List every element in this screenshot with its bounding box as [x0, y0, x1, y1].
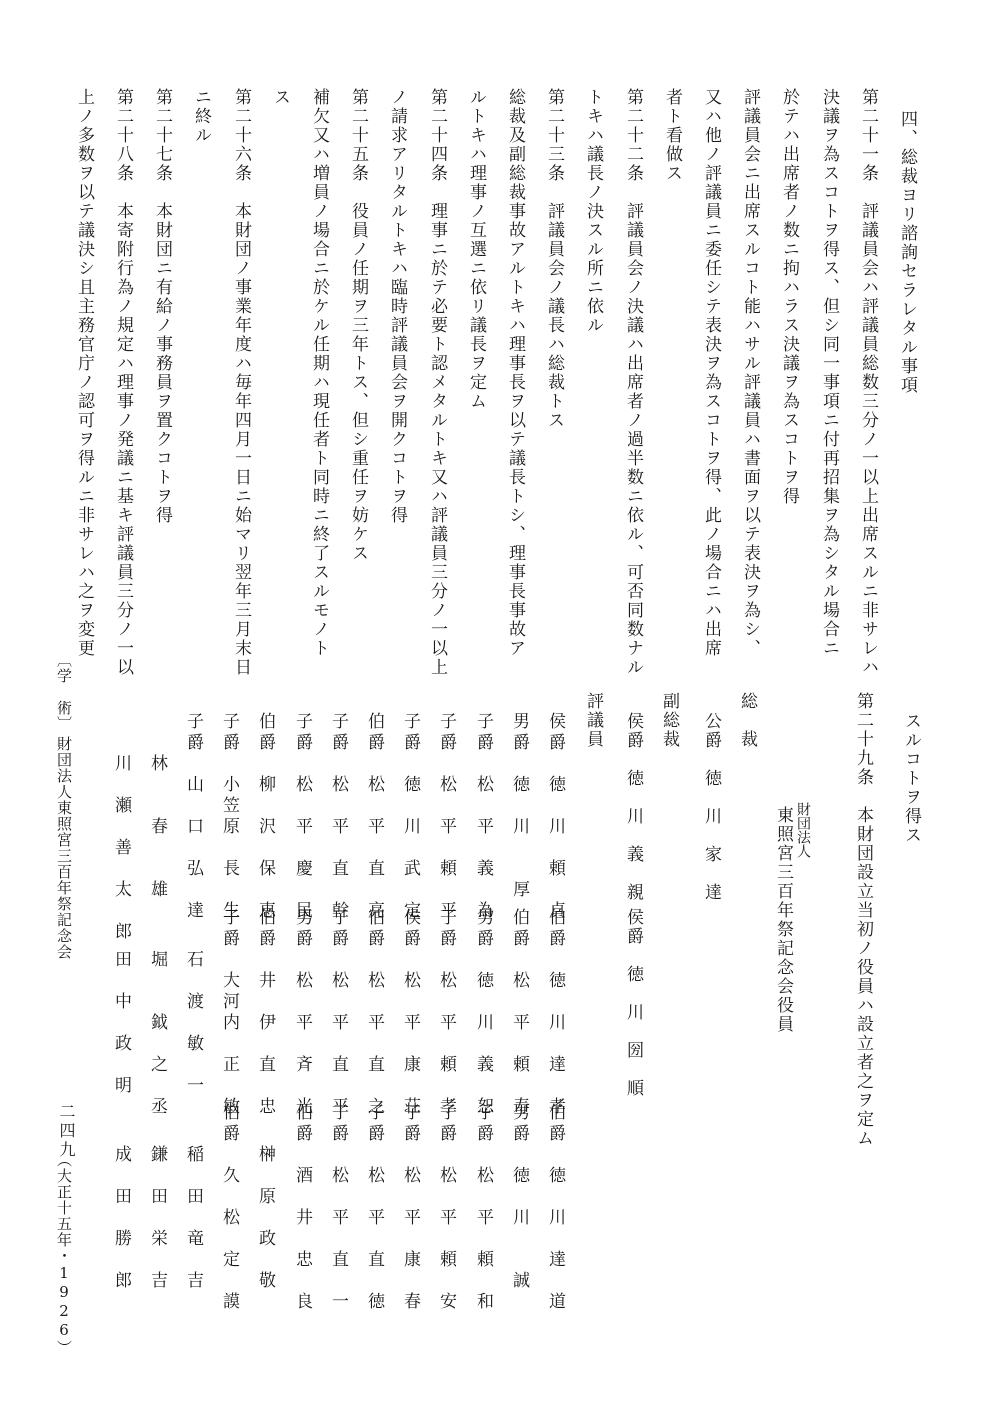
councillor-name: 田 中 政 明	[111, 950, 131, 1097]
text-line: 決議ヲ為スコトヲ得ス、但シ同一事項ニ付再招集ヲ為シタル場合ニ	[819, 88, 839, 658]
councillor-name: 子爵 松 平 慶 民	[292, 712, 312, 922]
councillor-name: 男爵 徳 川 厚	[509, 712, 529, 901]
councillor-name: 子爵 松 平 義 為	[473, 712, 493, 922]
vice-president-label: 副総裁	[659, 692, 679, 749]
page-number: 二四九	[57, 1103, 76, 1160]
councillor-name: 子爵 松 平 直 一	[328, 1103, 348, 1313]
text-line: ノ請求アリタルトキハ臨時評議員会ヲ開クコトヲ得	[387, 88, 407, 525]
text-line: 評議員会ニ出席スルコト能ハサル評議員ハ書面ヲ以テ表決ヲ為シ、	[740, 88, 760, 658]
councillor-name: 伯爵 井 伊 直 忠	[255, 908, 275, 1118]
councillor-name: 子爵 松 平 直 平	[328, 908, 348, 1118]
councillor-name: 子爵 大河内 正 敏	[219, 908, 239, 1118]
text-line: 四、総裁ヨリ諮詢セラレタル事項	[897, 110, 917, 395]
roster-title: 東照宮三百年祭記念会役員	[773, 806, 793, 1034]
councillor-name: 川 瀬 善 太 郎	[111, 754, 131, 943]
councillor-name: 伯爵 久 松 定 謨	[219, 1103, 239, 1313]
councillor-name: 侯爵 松 平 康 荘	[400, 908, 420, 1118]
councillor-name: 男爵 徳 川 義 恕	[473, 908, 493, 1118]
councillor-name: 伯爵 柳 沢 保 恵	[255, 712, 275, 922]
text-line: 第二十三条 評議員会ノ議長ハ総裁トス	[544, 88, 564, 430]
text-line: 総裁及副総裁事故アルトキハ理事長ヲ以テ議長トシ、理事長事故ア	[505, 88, 525, 658]
text-line: 第二十七条 本財団ニ有給ノ事務員ヲ置クコトヲ得	[152, 88, 172, 525]
footer-year: （大正十五年・1926）	[55, 1152, 73, 1356]
text-line: 第二十八条 本寄附行為ノ規定ハ理事ノ発議ニ基キ評議員三分ノ一以	[113, 88, 133, 677]
councillor-name: 鎌 田 栄 吉	[147, 1145, 167, 1292]
continuation-line: スルコトヲ得ス	[901, 712, 921, 845]
councillor-name: 子爵 徳 川 武 定	[400, 712, 420, 922]
text-line: 第二十四条 理事ニ於テ必要ト認メタルトキ又ハ評議員三分ノ一以上	[427, 88, 447, 677]
text-line: 上ノ多数ヲ以テ議決シ且主務官庁ノ認可ヲ得ルニ非サレハ之ヲ変更	[74, 88, 94, 658]
councillor-name: 堀 鉞 之 丞	[147, 950, 167, 1118]
councillor-name: 男爵 徳 川 誠	[509, 1103, 529, 1292]
councillor-name: 子爵 松 平 頼 和	[473, 1103, 493, 1313]
text-line: 第二十一条 評議員会ハ評議員総数三分ノ一以上出席スルニ非サレハ	[858, 88, 878, 677]
text-line: ニ終ル	[191, 88, 211, 145]
councillor-name: 伯爵 徳 川 達 道	[545, 1103, 565, 1313]
vice-president-2: 侯爵 徳 川 圀 順	[623, 908, 643, 1098]
vice-president-1: 侯爵 徳 川 義 親	[623, 712, 643, 902]
councillor-name: 石 渡 敏 一	[183, 950, 203, 1097]
text-line: 第二十六条 本財団ノ事業年度ハ毎年四月一日ニ始マリ翌年三月末日	[231, 88, 251, 677]
text-line: 補欠又ハ増員ノ場合ニ於ケル任期ハ現任者ト同時ニ終了スルモノト	[309, 88, 329, 658]
text-line: 於テハ出席者ノ数ニ拘ハラス決議ヲ為スコトヲ得	[779, 88, 799, 506]
councillor-name: 榊 原 政 敬	[255, 1145, 275, 1292]
text-line: ルトキハ理事ノ互選ニ依リ議長ヲ定ム	[466, 88, 486, 411]
councillor-name: 子爵 小笠原 長 生	[219, 712, 239, 922]
footer-category-label: 〔学 術〕	[55, 652, 73, 732]
councillor-name: 伯爵 松 平 頼 寿	[509, 908, 529, 1118]
councillor-name: 侯爵 徳 川 頼 貞	[545, 712, 565, 922]
councillors-label: 評議員	[583, 692, 603, 749]
president-name: 公爵 徳 川 家 達	[701, 712, 721, 902]
councillor-name: 伯爵 松 平 直 之	[364, 908, 384, 1118]
text-line: 又ハ他ノ評議員ニ委任シテ表決ヲ為スコトヲ得、此ノ場合ニハ出席	[701, 88, 721, 658]
text-line: 者ト看做ス	[662, 88, 682, 183]
councillor-name: 子爵 松 平 直 徳	[364, 1103, 384, 1313]
councillor-name: 伯爵 松 平 直 亮	[364, 712, 384, 922]
text-line: 第二十二条 評議員会ノ決議ハ出席者ノ過半数ニ依ル、可否同数ナル	[623, 88, 643, 677]
text-line: トキハ議長ノ決スル所ニ依ル	[583, 88, 603, 335]
councillor-name: 子爵 松 平 頼 孝	[436, 908, 456, 1118]
footer-publisher: 財団法人東照宮三百年祭記念会	[55, 736, 73, 960]
councillor-name: 林 春 雄	[147, 754, 167, 901]
councillor-name: 成 田 勝 郎	[111, 1145, 131, 1292]
article-29: 第二十九条 本財団設立当初ノ役員ハ設立者之ヲ定ム	[853, 692, 873, 1148]
president-label: 総 裁	[737, 692, 757, 749]
councillor-name: 子爵 松 平 直 幹	[328, 712, 348, 922]
councillor-name: 子爵 山 口 弘 達	[183, 712, 203, 922]
councillor-name: 伯爵 酒 井 忠 良	[292, 1103, 312, 1313]
councillor-name: 子爵 松 平 頼 安	[436, 1103, 456, 1313]
text-line: 第二十五条 役員ノ任期ヲ三年トス、但シ重任ヲ妨ケス	[348, 88, 368, 563]
text-line: ス	[270, 88, 290, 107]
councillor-name: 子爵 松 平 康 春	[400, 1103, 420, 1313]
councillor-name: 稲 田 竜 吉	[183, 1145, 203, 1292]
councillor-name: 子爵 松 平 頼 平	[436, 712, 456, 922]
councillor-name: 伯爵 徳 川 達 孝	[545, 908, 565, 1118]
roster-title-prefix: 財団法人	[795, 802, 811, 858]
councillor-name: 男爵 松 平 斉 光	[292, 908, 312, 1118]
